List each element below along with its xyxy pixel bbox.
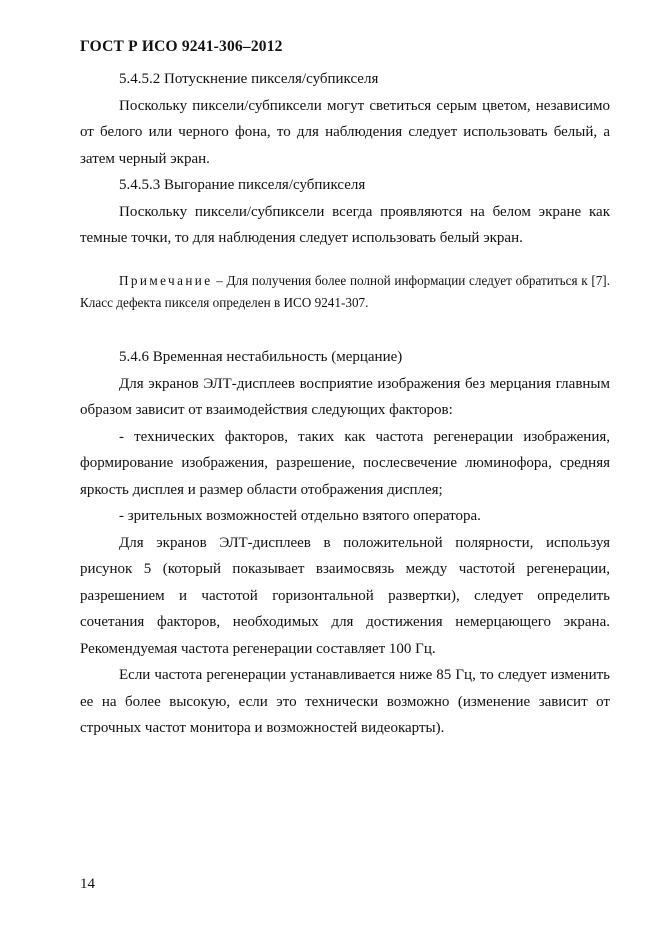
page-number: 14 — [80, 876, 95, 892]
section-heading: 5.4.5.2 Потускнение пикселя/субпикселя — [119, 71, 379, 87]
paragraph: Поскольку пиксели/субпиксели всегда проявляются на белом экране как темные точки, то для наблюдения следует использовать белый экран. — [80, 203, 610, 246]
section-heading: 5.4.6 Временная нестабильность (мерцание) — [119, 349, 403, 365]
paragraph: Поскольку пиксели/субпиксели могут светиться серым цветом, независимо от белого или черного фона, то для наблюдения следует использовать белый, а затем черный экран. — [80, 97, 610, 167]
list-item: - технических факторов, таких как частота регенерации изображения, формирование изображения, разрешение, послесвечение люминофора, средняя яркость дисплея и размер области отображения дисплея; — [80, 428, 610, 498]
section-pixel-burnout — [80, 172, 610, 252]
section-flicker — [80, 344, 610, 742]
paragraph: Если частота регенерации устанавливается ниже 85 Гц, то следует изменить ее на более высокую, если это технически возможно (изменение зависит от строчных частот монитора и возможностей видеокарты). — [80, 667, 610, 736]
note-label: Примечание — [119, 273, 213, 288]
section-heading: 5.4.5.3 Выгорание пикселя/субпикселя — [119, 177, 366, 193]
note-paragraph — [80, 270, 610, 314]
paragraph: Для экранов ЭЛТ-дисплеев в положительной полярности, используя рисунок 5 (который показывает взаимосвязь между частотой регенерации, разрешением и частотой горизонтальной развертки), следует определить сочетания факторов, необходимых для достижения немерцающего экрана. Рекомендуемая частота регенерации составляет 100 Гц. — [80, 534, 610, 657]
list-item: - зрительных возможностей отдельно взятого оператора. — [119, 508, 481, 524]
document-header: ГОСТ Р ИСО 9241-306–2012 — [80, 38, 283, 55]
note-block — [80, 270, 610, 314]
section-pixel-dimming — [80, 66, 610, 172]
paragraph: Для экранов ЭЛТ-дисплеев восприятие изображения без мерцания главным образом зависит от взаимодействия следующих факторов: — [80, 375, 610, 418]
note-text: – Для получения более полной информации следует обратиться к [7]. Класс дефекта пикселя определен в ИСО 9241-307. — [80, 273, 610, 310]
